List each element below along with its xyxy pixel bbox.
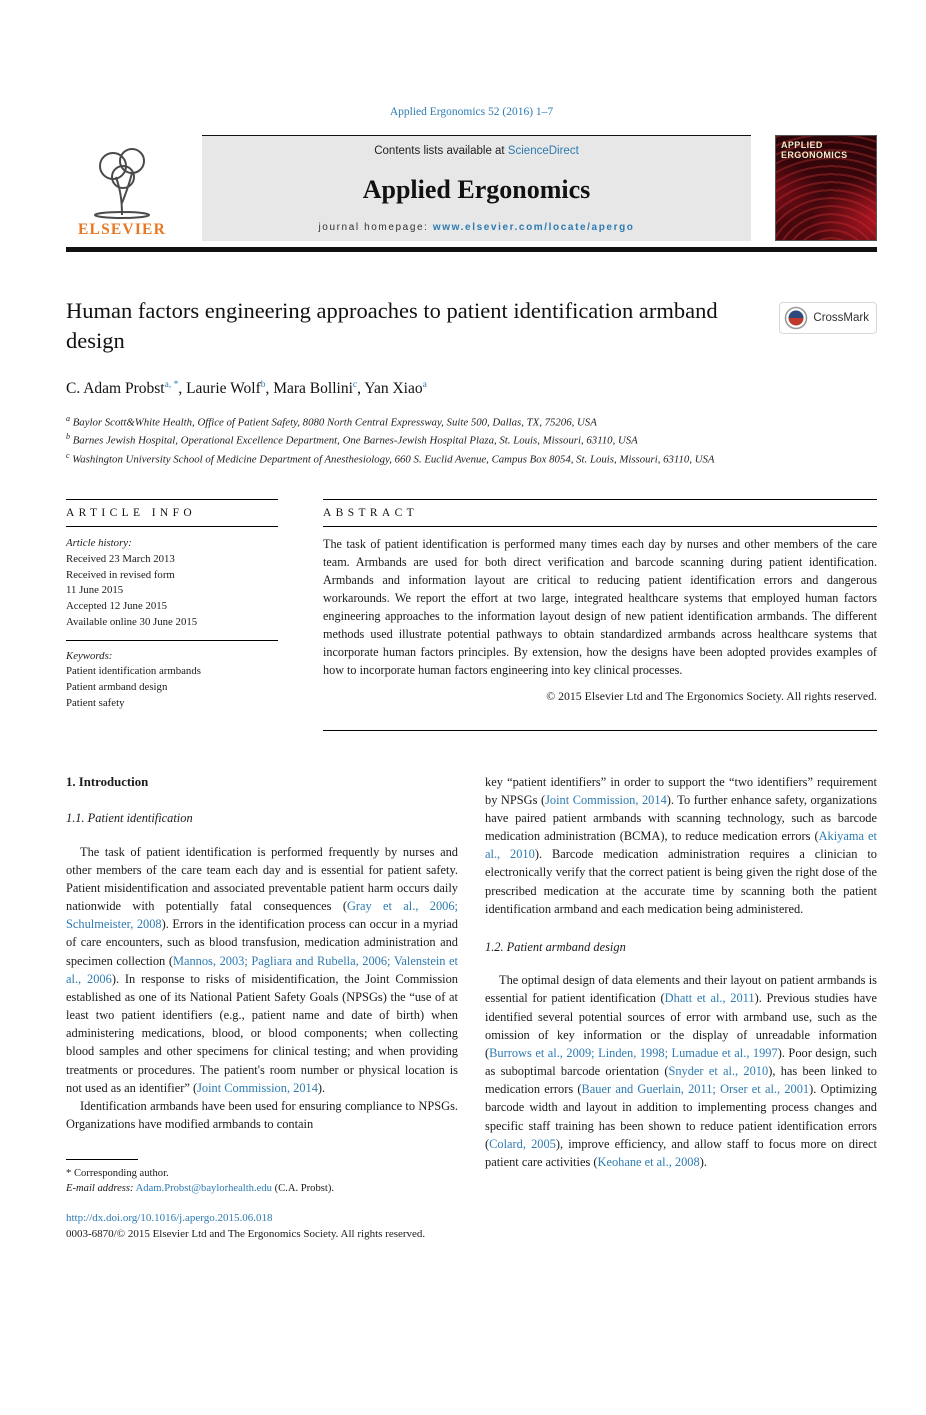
journal-cover-title (781, 140, 848, 161)
citation-link[interactable]: Burrows et al., 2009; Linden, 1998; Lumadue et al., 1997 (489, 1045, 778, 1060)
citation-link[interactable]: Snyder et al., 2010 (668, 1064, 769, 1079)
info-divider (66, 640, 278, 641)
intro-paragraph-1: The task of patient identification is performed frequently by nurses and other members of the care team each day and is essential for patient safety. Patient misidentification and associated preventable patient harm occurs daily nationwide with potentially fatal consequences (Gray et al., 2006; Schulmeister, 2008). Errors in the identification process can occur in a myriad of care encounters, such as blood transfusion, medication administration and specimen collection (Mannos, 2003; Pagliara and Rubella, 2006; Valenstein et al., 2006). In response to risks of misidentification, the Joint Commission established as one of its National Patient Safety Goals (NPSGs) the “use of at least two patient identifiers (e.g., patient name and date of birth) when administering medications, blood, or blood components; when collecting blood samples and other specimens for clinical testing; and when providing treatments or procedures. The patient's room number or physical location is not used as an identifier” (Joint Commission, 2014). (66, 844, 458, 1095)
author: C. Adam Probst$^{a, *}$, (66, 379, 187, 397)
citation-link[interactable]: Adam.Probst@baylorhealth.edu (135, 1183, 272, 1195)
paper-page (0, 106, 926, 1242)
citation-link[interactable]: Mannos, 2003; Pagliara and Rubella, 2006; Valenstein et al., 2006 (66, 953, 458, 986)
body-columns (66, 773, 877, 1197)
intro-paragraph-2-right: key “patient identifiers” in order to support the “two identifiers” requirement by NPSGs (Joint Commission, 2014). To further enhance safety, organizations have paired patient armbands with scanning technology, such as barcode medication administration (BCMA), to reduce medication errors (Akiyama et al., 2010). Barcode medication administration requires a clinician to electronically verify that the correct patient is being given the right dose of the prescribed medication at the accurate time by scanning both the patient identification armband and each medication being administered. (485, 774, 877, 916)
page-footer (66, 1211, 877, 1243)
author: Yan Xiao$^a$ (364, 379, 427, 397)
citation-link[interactable]: Dhatt et al., 2011 (664, 991, 755, 1006)
footnote-block (66, 1139, 458, 1197)
footnote-rule (66, 1159, 138, 1160)
corresponding-author-note: * Corresponding author. (66, 1167, 169, 1179)
email-label: E-mail address: (66, 1183, 134, 1195)
author-line (66, 379, 877, 397)
elsevier-wordmark: ELSEVIER (78, 221, 166, 238)
intro-paragraph-2-left: Identification armbands have been used for ensuring compliance to NPSGs. Organizations have modified armbands to contain (66, 1098, 458, 1132)
contents-line (210, 145, 743, 157)
history-line: Received in revised form (66, 568, 175, 581)
body-column-right (485, 773, 877, 1197)
issn-copyright-line: 0003-6870/© 2015 Elsevier Ltd and The Ergonomics Society. All rights reserved. (66, 1227, 426, 1240)
author-affiliation-sup[interactable]: a (422, 379, 427, 390)
history-line: Accepted 12 June 2015 (66, 600, 168, 613)
abstract-text: The task of patient identification is performed many times each day by nurses and other members of the care team. Armbands are used for both direct verification and barcode scanning during patient identification. Armbands and information layout are critical to reducing patient identification errors and dangerous workarounds. We report the effort at two large, integrated healthcare systems that employed human factors engineering approaches to the information layout design of new patient identification armbands. The different methods used illustrate potential pathways to obtain standardized armbands across healthcare systems that incorporate human factors principles. By extension, how the designs have been adopted provides examples of how to incorporate human factors engineering into key clinical processes. (323, 537, 877, 677)
elsevier-tree-icon (83, 139, 161, 219)
crossmark-label: CrossMark (813, 312, 869, 324)
meta-block (66, 499, 877, 731)
subsection-heading-armband-design: 1.2. Patient armband design (485, 939, 626, 954)
header-rule (66, 247, 877, 252)
armband-design-paragraph: The optimal design of data elements and their layout on patient armbands is essential for patient identification (Dhatt et al., 2011). Previous studies have identified several potential sources of error with armband use, such as the omission of key information or the display of unreadable information (Burrows et al., 2009; Linden, 1998; Lumadue et al., 1997). Poor design, such as suboptimal barcode orientation (Snyder et al., 2010), has been linked to medication errors (Bauer and Guerlain, 2011; Orser et al., 2001). Optimizing barcode width and layout in addition to implementing process changes and specific staff training has been shown to reduce patient identification errors (Colard, 2005), improve efficiency, and allow staff to focus more on direct patient care activities (Keohane et al., 2008). (485, 973, 877, 1169)
affiliation: $^b$ Barnes Jewish Hospital, Operational Excellence Department, One Barnes-Jewish Hospital Plaza, St. Louis, Missouri, 63110, USA (66, 432, 638, 447)
article-history (66, 536, 278, 712)
citation-link[interactable]: Joint Commission, 2014 (197, 1080, 318, 1095)
article-info-heading: ARTICLE INFO (66, 499, 278, 527)
affiliation: $^c$ Washington University School of Medicine Department of Anesthesiology, 660 S. Euclid Avenue, Campus Box 8054, St. Louis, Missouri, 63110, USA (66, 451, 715, 466)
history-line: Received 23 March 2013 (66, 552, 175, 565)
cover-title-line2: ERGONOMICS (781, 150, 848, 161)
journal-info-box (202, 135, 751, 241)
citation-link[interactable]: Bauer and Guerlain, 2011; Orser et al., 2001 (581, 1082, 810, 1097)
elsevier-logo (66, 135, 178, 241)
title-row (66, 296, 877, 355)
citation-link[interactable]: Gray et al., 2006; Schulmeister, 2008 (66, 899, 458, 932)
journal-cover-thumbnail (775, 135, 877, 241)
abstract-column (323, 499, 877, 731)
citation-link[interactable]: Joint Commission, 2014 (545, 792, 667, 807)
article-info-column (66, 499, 278, 731)
section-heading-introduction: 1. Introduction (66, 774, 149, 789)
affiliations (66, 413, 877, 470)
author-affiliation-sup[interactable]: c (352, 379, 358, 390)
author-affiliation-sup[interactable]: a, * (164, 379, 179, 390)
homepage-label: journal homepage: (318, 222, 433, 233)
journal-header-banner (66, 135, 877, 241)
sciencedirect-link[interactable]: ScienceDirect (507, 145, 579, 157)
journal-homepage-link[interactable]: www.elsevier.com/locate/apergo (432, 222, 635, 233)
citation-link[interactable]: Akiyama et al., 2010 (485, 829, 877, 862)
crossmark-badge[interactable] (779, 302, 877, 334)
author-affiliation-sup[interactable]: b (260, 379, 266, 390)
abstract-heading: ABSTRACT (323, 499, 877, 527)
email-line: E-mail address: Adam.Probst@baylorhealth.edu (C.A. Probst). (66, 1183, 335, 1195)
subsection-heading-patient-identification: 1.1. Patient identification (66, 811, 193, 826)
journal-reference-link[interactable]: Applied Ergonomics 52 (2016) 1–7 (389, 106, 554, 118)
crossmark-icon (784, 306, 808, 330)
article-history-label: Article history: (66, 537, 132, 550)
cover-title-line1: APPLIED (781, 140, 823, 150)
citation-link[interactable]: Colard, 2005 (489, 1136, 556, 1151)
homepage-line (210, 222, 743, 233)
author: Mara Bollini$^c$, (273, 379, 365, 397)
contents-prefix: Contents lists available at (374, 145, 508, 157)
keywords-label: Keywords: (66, 649, 113, 662)
history-line: Available online 30 June 2015 (66, 615, 198, 628)
doi-link[interactable]: http://dx.doi.org/10.1016/j.apergo.2015.06.018 (66, 1211, 273, 1224)
journal-title: Applied Ergonomics (362, 174, 591, 204)
author: Laurie Wolf$^b$, (186, 379, 274, 397)
keyword: Patient armband design (66, 681, 168, 694)
affiliation: $^a$ Baylor Scott&White Health, Office of Patient Safety, 8080 North Central Expressway, Suite 500, Dallas, TX, 75206, USA (66, 413, 597, 429)
abstract-copyright: © 2015 Elsevier Ltd and The Ergonomics Society. All rights reserved. (546, 688, 877, 703)
keyword: Patient safety (66, 696, 125, 709)
citation-link[interactable]: Keohane et al., 2008 (597, 1154, 700, 1169)
article-title: Human factors engineering approaches to patient identification armband design (66, 298, 718, 353)
keyword: Patient identification armbands (66, 665, 201, 678)
history-line: 11 June 2015 (66, 584, 124, 597)
body-column-left (66, 773, 458, 1197)
